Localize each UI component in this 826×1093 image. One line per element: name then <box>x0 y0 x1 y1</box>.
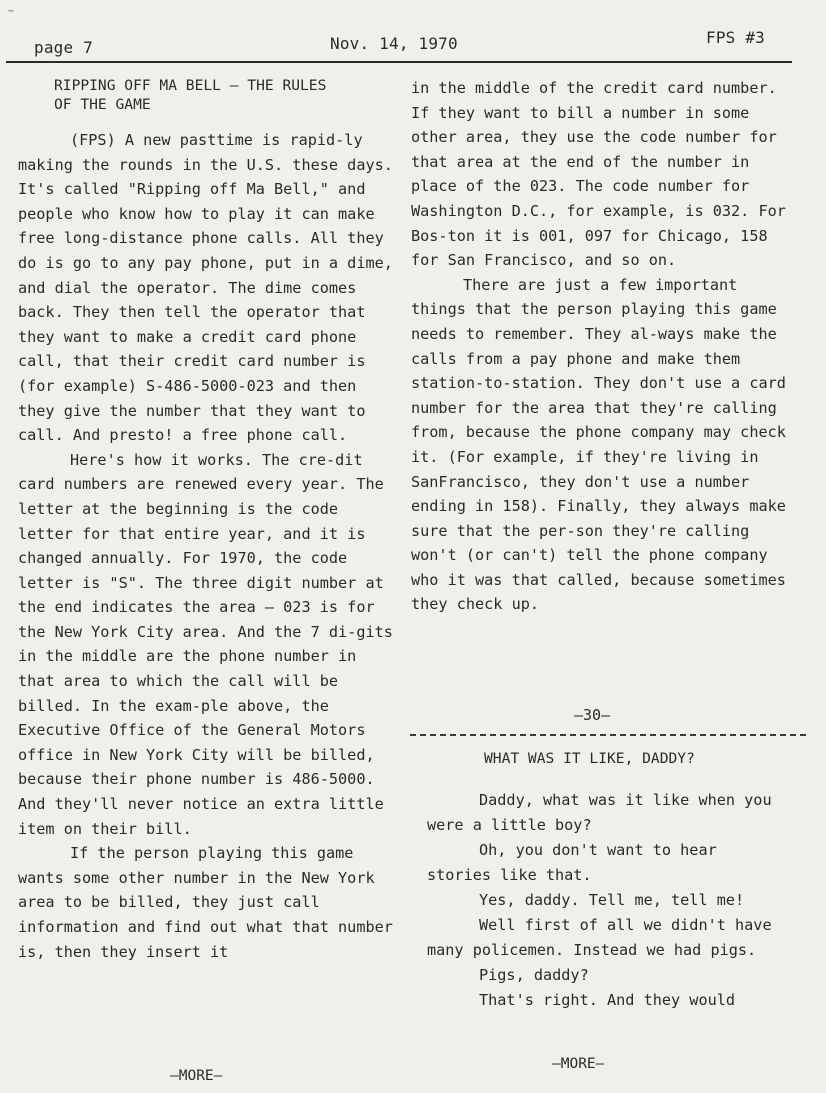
header-rule <box>6 61 792 63</box>
story-paragraph: Well first of all we didn't have many policemen. Instead we had pigs. <box>427 916 772 959</box>
section-divider <box>410 734 806 736</box>
story-paragraph: Oh, you don't want to hear stories like that. <box>427 841 717 884</box>
issue-date: Nov. 14, 1970 <box>330 34 458 53</box>
issue-number: FPS #3 <box>706 28 765 47</box>
story-paragraph: Daddy, what was it like when you were a little boy? <box>427 791 772 834</box>
article-title: WHAT WAS IT LIKE, DADDY? <box>484 750 695 767</box>
story-column <box>427 788 787 1013</box>
article-paragraph: (FPS) A new pasttime is rapid-ly making the rounds in the U.S. these days. It's called "Ripping off Ma Bell," and people who know how to play it can make free long-distance phone calls. All they do is go to any pay phone, put in a dime, and dial the operator. The dime comes back. They then tell the operator that they want to make a credit card phone call, that their credit card number is (for example) S-486-5000-023 and then they give the number that they want to call. And presto! a free phone call. <box>18 131 393 445</box>
article-paragraph: in the middle of the credit card number. If they want to bill a number in some other area, they use the code number for that area at the end of the number in place of the 023. The code number for Washington D.C., for example, is 032. For Bos-ton it is 001, 097 for Chicago, 158 for San Francisco, and so on. <box>411 79 786 270</box>
continued-marker: —MORE— <box>552 1056 605 1072</box>
page-number: page 7 <box>34 38 93 57</box>
story-paragraph: Yes, daddy. Tell me, tell me! <box>479 891 745 909</box>
story-paragraph: That's right. And they would <box>479 991 736 1009</box>
article-title-line-1: RIPPING OFF MA BELL — THE RULES <box>54 77 327 94</box>
continued-marker: —MORE— <box>170 1068 223 1084</box>
right-column <box>411 76 791 617</box>
article-paragraph: If the person playing this game wants some other number in the New York area to be billed, they just call information and find out what that number is, then they insert it <box>18 844 393 961</box>
article-paragraph: There are just a few important things that the person playing this game needs to remember. They al-ways make the calls from a pay phone and make them station-to-station. They don't use a card number for the area that they're calling from, because the phone company may check it. (For example, if they're living in SanFrancisco, they don't use a number ending in 158). Finally, they always make sure that the per-son they're calling won't (or can't) tell the phone company who it was that called, because sometimes they check up. <box>411 275 786 614</box>
article-title-line-2: OF THE GAME <box>54 96 151 113</box>
end-mark: —30— <box>574 706 611 724</box>
left-column <box>18 76 398 964</box>
article-paragraph: Here's how it works. The cre-dit card numbers are renewed every year. The letter at the beginning is the code letter for that entire year, and it is changed annually. For 1970, the code letter is "S". The three digit number at the end indicates the area — 023 is for the New York City area. And the 7 di-gits in the middle are the phone number in that area to which the call will be billed. In the exam-ple above, the Executive Office of the General Motors office in New York City will be billed, because their phone number is 486-5000. And they'll never notice an extra little item on their bill. <box>18 450 393 838</box>
story-paragraph: Pigs, daddy? <box>479 966 589 984</box>
corner-mark: ~ <box>8 6 15 17</box>
